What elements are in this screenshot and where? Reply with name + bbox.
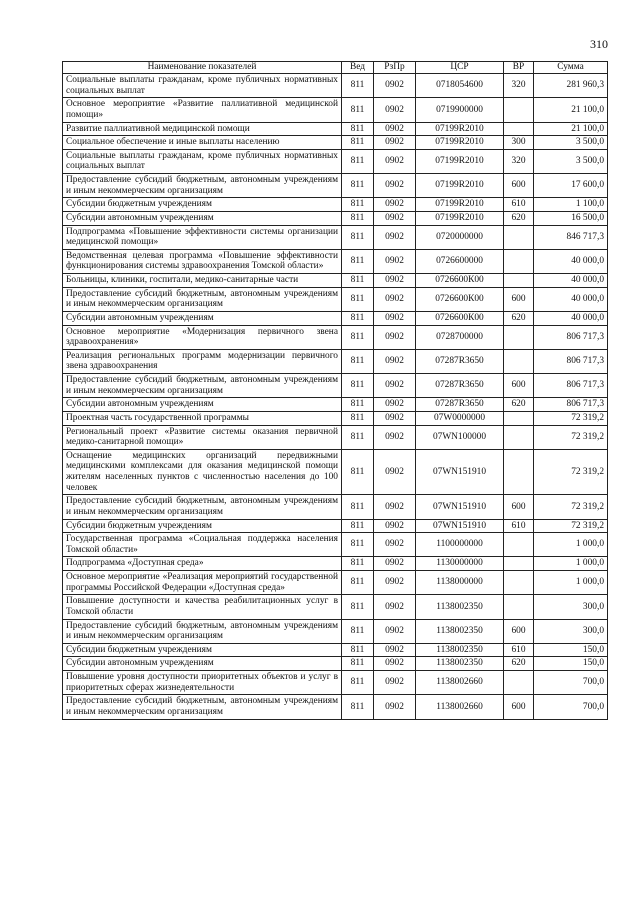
cell-rzpr: 0902 [374,595,416,619]
budget-table [62,61,608,720]
cell-ved: 811 [342,149,374,173]
cell-rzpr: 0902 [374,274,416,288]
cell-name: Реализация региональных программ модернизации первичного звена здравоохранения [63,349,342,373]
header-ved: Вед [342,62,374,74]
cell-ved: 811 [342,98,374,122]
page-number: 310 [590,37,608,51]
table-row [63,311,608,325]
cell-sum: 281 960,3 [534,74,608,98]
cell-vr: 610 [504,198,534,212]
cell-sum: 72 319,2 [534,519,608,533]
table-row [63,411,608,425]
cell-sum: 40 000,0 [534,274,608,288]
cell-csr: 0728700000 [416,325,504,349]
cell-sum: 1 000,0 [534,571,608,595]
cell-csr: 0719900000 [416,98,504,122]
cell-name: Повышение уровня доступности приоритетных объектов и услуг в приоритетных сферах жизнедеятельности [63,671,342,695]
cell-rzpr: 0902 [374,211,416,225]
table-row [63,225,608,249]
cell-csr: 1138002350 [416,595,504,619]
table-row [63,398,608,412]
cell-rzpr: 0902 [374,657,416,671]
cell-sum: 150,0 [534,657,608,671]
cell-vr [504,225,534,249]
cell-sum: 3 500,0 [534,136,608,150]
cell-rzpr: 0902 [374,643,416,657]
cell-rzpr: 0902 [374,533,416,557]
table-row [63,349,608,373]
cell-sum: 3 500,0 [534,149,608,173]
cell-sum: 806 717,3 [534,349,608,373]
cell-ved: 811 [342,311,374,325]
cell-sum: 700,0 [534,695,608,719]
cell-sum: 806 717,3 [534,374,608,398]
cell-vr [504,122,534,136]
cell-rzpr: 0902 [374,198,416,212]
cell-rzpr: 0902 [374,425,416,449]
cell-ved: 811 [342,643,374,657]
cell-csr: 0726600К00 [416,311,504,325]
cell-csr: 1100000000 [416,533,504,557]
cell-rzpr: 0902 [374,325,416,349]
cell-sum: 17 600,0 [534,174,608,198]
cell-name: Субсидии бюджетным учреждениям [63,198,342,212]
table-row [63,557,608,571]
cell-rzpr: 0902 [374,695,416,719]
cell-rzpr: 0902 [374,249,416,273]
cell-csr: 07W0000000 [416,411,504,425]
header-csr: ЦСР [416,62,504,74]
cell-csr: 07WN151910 [416,495,504,519]
cell-name: Субсидии бюджетным учреждениям [63,519,342,533]
cell-name: Ведомственная целевая программа «Повышение эффективности функционирования системы здравоохранения Томской области» [63,249,342,273]
cell-sum: 16 500,0 [534,211,608,225]
cell-csr: 07199R2010 [416,122,504,136]
cell-vr: 300 [504,136,534,150]
cell-vr [504,349,534,373]
cell-sum: 300,0 [534,619,608,643]
cell-sum: 806 717,3 [534,398,608,412]
cell-ved: 811 [342,398,374,412]
cell-rzpr: 0902 [374,149,416,173]
table-row [63,495,608,519]
cell-ved: 811 [342,287,374,311]
cell-csr: 07287R3650 [416,349,504,373]
cell-rzpr: 0902 [374,411,416,425]
cell-ved: 811 [342,571,374,595]
cell-ved: 811 [342,349,374,373]
cell-csr: 1138002350 [416,657,504,671]
cell-sum: 72 319,2 [534,449,608,495]
cell-ved: 811 [342,198,374,212]
cell-rzpr: 0902 [374,449,416,495]
cell-csr: 0726600К00 [416,287,504,311]
cell-csr: 07287R3650 [416,398,504,412]
cell-name: Предоставление субсидий бюджетным, автономным учреждениям и иным некоммерческим организациям [63,374,342,398]
cell-csr: 07WN151910 [416,449,504,495]
cell-csr: 1130000000 [416,557,504,571]
cell-rzpr: 0902 [374,136,416,150]
cell-sum: 72 319,2 [534,425,608,449]
cell-ved: 811 [342,425,374,449]
table-row [63,211,608,225]
cell-vr: 600 [504,374,534,398]
cell-csr: 0718054600 [416,74,504,98]
table-row [63,571,608,595]
cell-csr: 1138002660 [416,695,504,719]
table-row [63,695,608,719]
cell-vr [504,671,534,695]
cell-name: Социальные выплаты гражданам, кроме публичных нормативных социальных выплат [63,149,342,173]
cell-name: Субсидии автономным учреждениям [63,398,342,412]
cell-rzpr: 0902 [374,74,416,98]
table-row [63,174,608,198]
table-row [63,643,608,657]
cell-ved: 811 [342,211,374,225]
cell-name: Подпрограмма «Повышение эффективности системы организации медицинской помощи» [63,225,342,249]
cell-vr: 620 [504,211,534,225]
cell-csr: 07199R2010 [416,211,504,225]
table-row [63,122,608,136]
table-header-row [63,62,608,74]
cell-ved: 811 [342,374,374,398]
cell-name: Предоставление субсидий бюджетным, автономным учреждениям и иным некоммерческим организациям [63,174,342,198]
cell-vr: 600 [504,287,534,311]
cell-name: Предоставление субсидий бюджетным, автономным учреждениям и иным некоммерческим организациям [63,495,342,519]
cell-csr: 07199R2010 [416,174,504,198]
table-row [63,136,608,150]
cell-sum: 806 717,3 [534,325,608,349]
cell-name: Повышение доступности и качества реабилитационных услуг в Томской области [63,595,342,619]
table-row [63,149,608,173]
cell-vr: 600 [504,495,534,519]
table-row [63,74,608,98]
table-row [63,274,608,288]
cell-name: Субсидии автономным учреждениям [63,657,342,671]
cell-ved: 811 [342,74,374,98]
cell-sum: 21 100,0 [534,122,608,136]
cell-name: Государственная программа «Социальная поддержка населения Томской области» [63,533,342,557]
cell-name: Основное мероприятие «Реализация мероприятий государственной программы Российской Федерации «Доступная среда» [63,571,342,595]
cell-sum: 1 100,0 [534,198,608,212]
cell-sum: 72 319,2 [534,411,608,425]
cell-name: Социальные выплаты гражданам, кроме публичных нормативных социальных выплат [63,74,342,98]
cell-name: Предоставление субсидий бюджетным, автономным учреждениям и иным некоммерческим организациям [63,287,342,311]
cell-vr: 610 [504,519,534,533]
table-row [63,657,608,671]
cell-sum: 40 000,0 [534,311,608,325]
cell-vr: 600 [504,174,534,198]
cell-csr: 07WN100000 [416,425,504,449]
cell-vr [504,449,534,495]
table-row [63,449,608,495]
cell-ved: 811 [342,225,374,249]
cell-name: Подпрограмма «Доступная среда» [63,557,342,571]
cell-name: Предоставление субсидий бюджетным, автономным учреждениям и иным некоммерческим организациям [63,695,342,719]
cell-rzpr: 0902 [374,174,416,198]
cell-csr: 0726600000 [416,249,504,273]
cell-vr [504,557,534,571]
table-row [63,519,608,533]
cell-ved: 811 [342,595,374,619]
cell-rzpr: 0902 [374,122,416,136]
cell-vr: 620 [504,398,534,412]
cell-vr [504,274,534,288]
cell-vr [504,571,534,595]
cell-vr [504,425,534,449]
cell-name: Региональный проект «Развитие системы оказания первичной медико-санитарной помощи» [63,425,342,449]
header-rzpr: РзПр [374,62,416,74]
cell-vr [504,249,534,273]
cell-ved: 811 [342,557,374,571]
cell-csr: 07199R2010 [416,136,504,150]
header-sum: Сумма [534,62,608,74]
cell-name: Проектная часть государственной программы [63,411,342,425]
cell-rzpr: 0902 [374,98,416,122]
cell-vr [504,595,534,619]
cell-name: Оснащение медицинских организаций передвижными медицинскими комплексами для оказания медицинской помощи жителям населенных пунктов с численностью населения до 100 человек [63,449,342,495]
table-row [63,287,608,311]
cell-ved: 811 [342,122,374,136]
cell-sum: 300,0 [534,595,608,619]
cell-name: Предоставление субсидий бюджетным, автономным учреждениям и иным некоммерческим организациям [63,619,342,643]
cell-rzpr: 0902 [374,287,416,311]
cell-vr [504,411,534,425]
cell-csr: 07WN151910 [416,519,504,533]
cell-ved: 811 [342,449,374,495]
cell-ved: 811 [342,411,374,425]
cell-rzpr: 0902 [374,225,416,249]
cell-name: Субсидии автономным учреждениям [63,311,342,325]
cell-ved: 811 [342,619,374,643]
cell-ved: 811 [342,274,374,288]
cell-rzpr: 0902 [374,398,416,412]
cell-sum: 40 000,0 [534,249,608,273]
cell-ved: 811 [342,519,374,533]
table-row [63,533,608,557]
cell-vr [504,98,534,122]
cell-ved: 811 [342,657,374,671]
cell-rzpr: 0902 [374,557,416,571]
table-row [63,595,608,619]
cell-ved: 811 [342,249,374,273]
header-vr: ВР [504,62,534,74]
cell-name: Развитие паллиативной медицинской помощи [63,122,342,136]
cell-csr: 0726600К00 [416,274,504,288]
cell-name: Социальное обеспечение и иные выплаты населению [63,136,342,150]
table-row [63,249,608,273]
cell-name: Основное мероприятие «Развитие паллиативной медицинской помощи» [63,98,342,122]
table-row [63,325,608,349]
cell-vr: 320 [504,74,534,98]
cell-ved: 811 [342,136,374,150]
cell-rzpr: 0902 [374,374,416,398]
table-row [63,374,608,398]
cell-name: Больницы, клиники, госпитали, медико-санитарные части [63,274,342,288]
cell-rzpr: 0902 [374,349,416,373]
cell-name: Основное мероприятие «Модернизация первичного звена здравоохранения» [63,325,342,349]
cell-sum: 846 717,3 [534,225,608,249]
table-row [63,425,608,449]
cell-ved: 811 [342,495,374,519]
cell-sum: 21 100,0 [534,98,608,122]
table-row [63,671,608,695]
cell-sum: 72 319,2 [534,495,608,519]
cell-vr: 600 [504,695,534,719]
cell-rzpr: 0902 [374,671,416,695]
cell-sum: 150,0 [534,643,608,657]
cell-ved: 811 [342,533,374,557]
table-row [63,98,608,122]
cell-ved: 811 [342,671,374,695]
cell-ved: 811 [342,174,374,198]
cell-vr: 320 [504,149,534,173]
cell-ved: 811 [342,325,374,349]
cell-csr: 07287R3650 [416,374,504,398]
header-name: Наименование показателей [63,62,342,74]
cell-vr: 620 [504,311,534,325]
cell-vr [504,325,534,349]
table-row [63,619,608,643]
cell-vr: 600 [504,619,534,643]
table-row [63,198,608,212]
cell-vr [504,533,534,557]
cell-sum: 700,0 [534,671,608,695]
cell-csr: 1138002660 [416,671,504,695]
cell-csr: 1138002350 [416,643,504,657]
cell-csr: 1138000000 [416,571,504,595]
cell-name: Субсидии автономным учреждениям [63,211,342,225]
cell-rzpr: 0902 [374,495,416,519]
cell-ved: 811 [342,695,374,719]
cell-rzpr: 0902 [374,519,416,533]
cell-csr: 07199R2010 [416,149,504,173]
cell-sum: 1 000,0 [534,557,608,571]
cell-sum: 40 000,0 [534,287,608,311]
cell-sum: 1 000,0 [534,533,608,557]
cell-csr: 0720000000 [416,225,504,249]
cell-rzpr: 0902 [374,571,416,595]
cell-rzpr: 0902 [374,619,416,643]
cell-csr: 1138002350 [416,619,504,643]
cell-vr: 620 [504,657,534,671]
cell-rzpr: 0902 [374,311,416,325]
cell-vr: 610 [504,643,534,657]
cell-csr: 07199R2010 [416,198,504,212]
cell-name: Субсидии бюджетным учреждениям [63,643,342,657]
